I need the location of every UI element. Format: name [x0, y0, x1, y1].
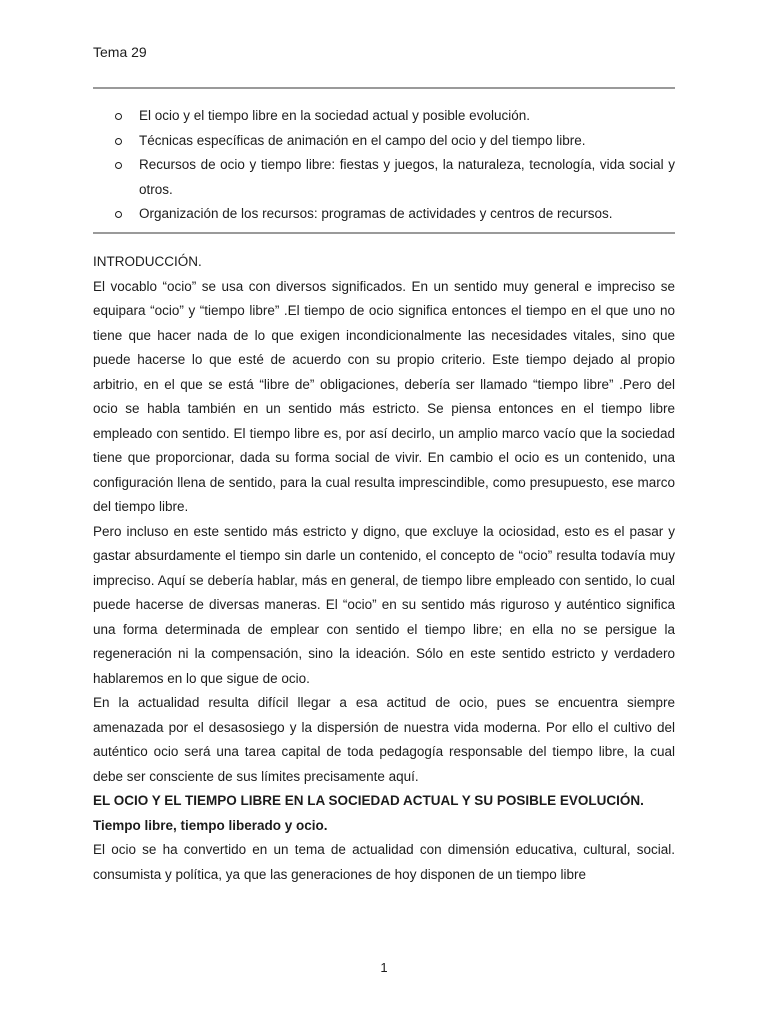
divider-bottom [93, 232, 675, 234]
body-paragraph: El vocablo “ocio” se usa con diversos significados. En un sentido muy general e impreciso se equipara “ocio” y “tiempo libre” .El tiempo de ocio significa entonces el tiempo en el que uno no tiene que hacer nada de lo que exigen incondicionalmente las necesidades vitales, sino que puede hacerse lo que esté de acuerdo con su propio criterio. Este tiempo dejado al propio arbitrio, en el que se está “libre de” obligaciones, debería ser llamado “tiempo libre” .Pero del ocio se habla también en un sentido más estricto. Se piensa entonces en el tiempo libre empleado con sentido. El tiempo libre es, por así decirlo, un amplio marco vacío que la sociedad tiene que proporcionar, dada su forma social de vivir. En cambio el ocio es un contenido, una configuración llena de sentido, para la cual resulta imprescindible, como presupuesto, ese marco del tiempo libre. [93, 278, 675, 514]
document-body [93, 250, 675, 887]
hollow-bullet-icon [115, 162, 122, 169]
topic-text: El ocio y el tiempo libre en la sociedad actual y posible evolución. [139, 108, 530, 123]
page-number: 1 [380, 960, 388, 975]
subsection-heading: Tiempo libre, tiempo liberado y ocio. [93, 817, 328, 833]
hollow-bullet-icon [115, 211, 122, 218]
page-header-title: Tema 29 [93, 44, 147, 60]
topic-item [93, 153, 675, 202]
hollow-bullet-icon [115, 138, 122, 145]
topic-item [93, 129, 675, 154]
divider-top [93, 87, 675, 89]
body-paragraph: El ocio se ha convertido en un tema de actualidad con dimensión educativa, cultural, social. consumista y política, ya que las generaciones de hoy disponen de un tiempo libre [93, 842, 675, 882]
topic-item [93, 202, 675, 227]
topic-text: Técnicas específicas de animación en el campo del ocio y del tiempo libre. [139, 132, 586, 148]
topic-item [93, 104, 675, 129]
topic-text: Organización de los recursos: programas de actividades y centros de recursos. [139, 206, 613, 221]
intro-heading: INTRODUCCIÓN. [93, 254, 202, 269]
topic-text: Recursos de ocio y tiempo libre: fiestas y juegos, la naturaleza, tecnología, vida social y otros. [139, 157, 675, 197]
topics-list [93, 104, 675, 227]
hollow-bullet-icon [115, 113, 122, 120]
section-heading: EL OCIO Y EL TIEMPO LIBRE EN LA SOCIEDAD ACTUAL Y SU POSIBLE EVOLUCIÓN. [93, 793, 644, 808]
body-paragraph: Pero incluso en este sentido más estricto y digno, que excluye la ociosidad, esto es el pasar y gastar absurdamente el tiempo sin darle un contenido, el concepto de “ocio” resulta todavía muy impreciso. Aquí se debería hablar, más en general, de tiempo libre empleado con sentido, lo cual puede hacerse de diversas maneras. El “ocio” en su sentido más riguroso y auténtico significa una forma determinada de emplear con sentido el tiempo libre; en ella no se persigue la regeneración ni la compensación, sino la ideación. Sólo en este sentido estricto y verdadero hablaremos en lo que sigue de ocio. [93, 523, 675, 686]
body-paragraph: En la actualidad resulta difícil llegar a esa actitud de ocio, pues se encuentra siempre amenazada por el desasosiego y la dispersión de nuestra vida moderna. Por ello el cultivo del auténtico ocio será una tarea capital de toda pedagogía responsable del tiempo libre, la cual debe ser consciente de sus límites precisamente aquí. [93, 695, 675, 784]
